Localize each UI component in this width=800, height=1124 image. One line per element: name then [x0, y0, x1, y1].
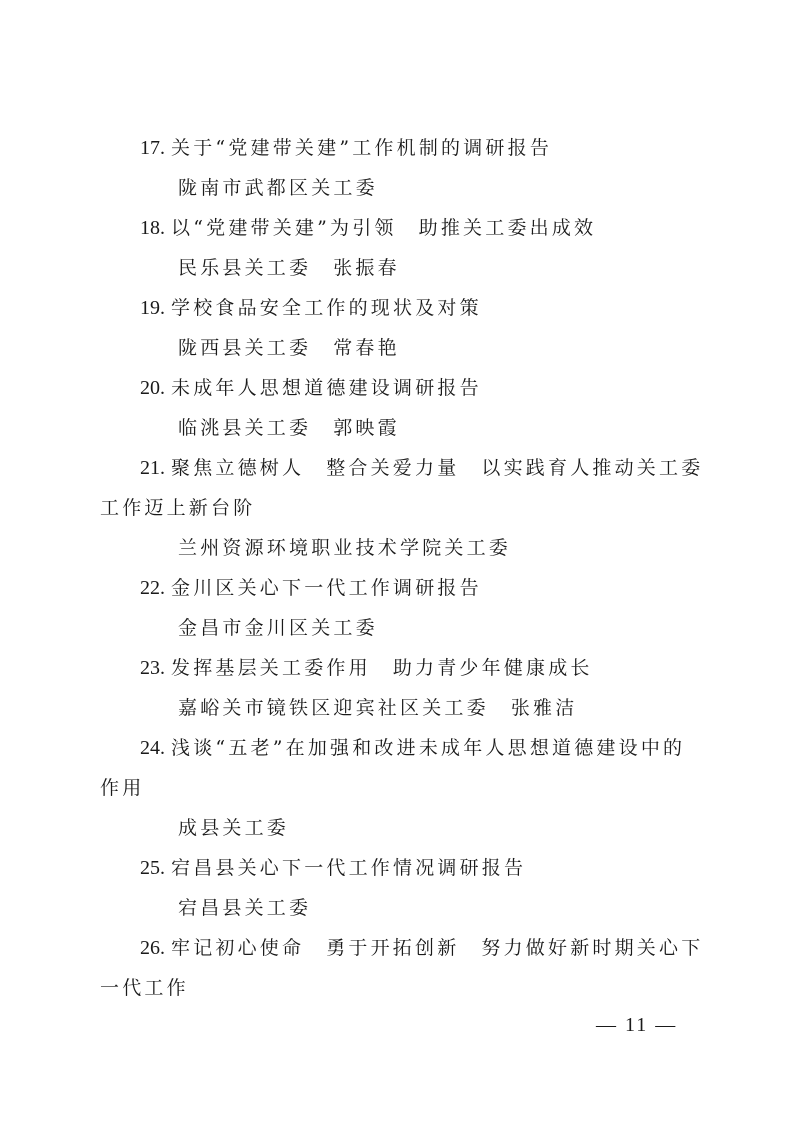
entry-18-title: 18. 以“党建带关建”为引领 助推关工委出成效: [140, 217, 597, 239]
entry-25-author: 宕昌县关工委: [178, 897, 312, 919]
entry-21-title-continued: 工作迈上新台阶: [100, 497, 256, 519]
entry-23-author: 嘉峪关市镜铁区迎宾社区关工委 张雅洁: [178, 697, 578, 719]
entry-22-title: 22. 金川区关心下一代工作调研报告: [140, 577, 482, 599]
entry-17-author: 陇南市武都区关工委: [178, 177, 378, 199]
entry-26-title: 26. 牢记初心使命 勇于开拓创新 努力做好新时期关心下: [140, 937, 704, 959]
entry-19-title: 19. 学校食品安全工作的现状及对策: [140, 297, 482, 319]
entry-21-author: 兰州资源环境职业技术学院关工委: [178, 537, 512, 559]
page-number: — 11 —: [596, 1014, 678, 1036]
entry-26-title-continued: 一代工作: [100, 977, 189, 999]
entry-22-author: 金昌市金川区关工委: [178, 617, 378, 639]
entry-20-author: 临洮县关工委 郭映霞: [178, 417, 400, 439]
entry-24-title-continued: 作用: [100, 777, 145, 799]
entry-24-author: 成县关工委: [178, 817, 290, 839]
entry-17-title: 17. 关于“党建带关建”工作机制的调研报告: [140, 137, 553, 159]
entry-20-title: 20. 未成年人思想道德建设调研报告: [140, 377, 482, 399]
entry-23-title: 23. 发挥基层关工委作用 助力青少年健康成长: [140, 657, 593, 679]
entry-21-title: 21. 聚焦立德树人 整合关爱力量 以实践育人推动关工委: [140, 457, 704, 479]
entry-18-author: 民乐县关工委 张振春: [178, 257, 400, 279]
entry-25-title: 25. 宕昌县关心下一代工作情况调研报告: [140, 857, 527, 879]
entry-19-author: 陇西县关工委 常春艳: [178, 337, 400, 359]
entry-24-title: 24. 浅谈“五老”在加强和改进未成年人思想道德建设中的: [140, 737, 686, 759]
